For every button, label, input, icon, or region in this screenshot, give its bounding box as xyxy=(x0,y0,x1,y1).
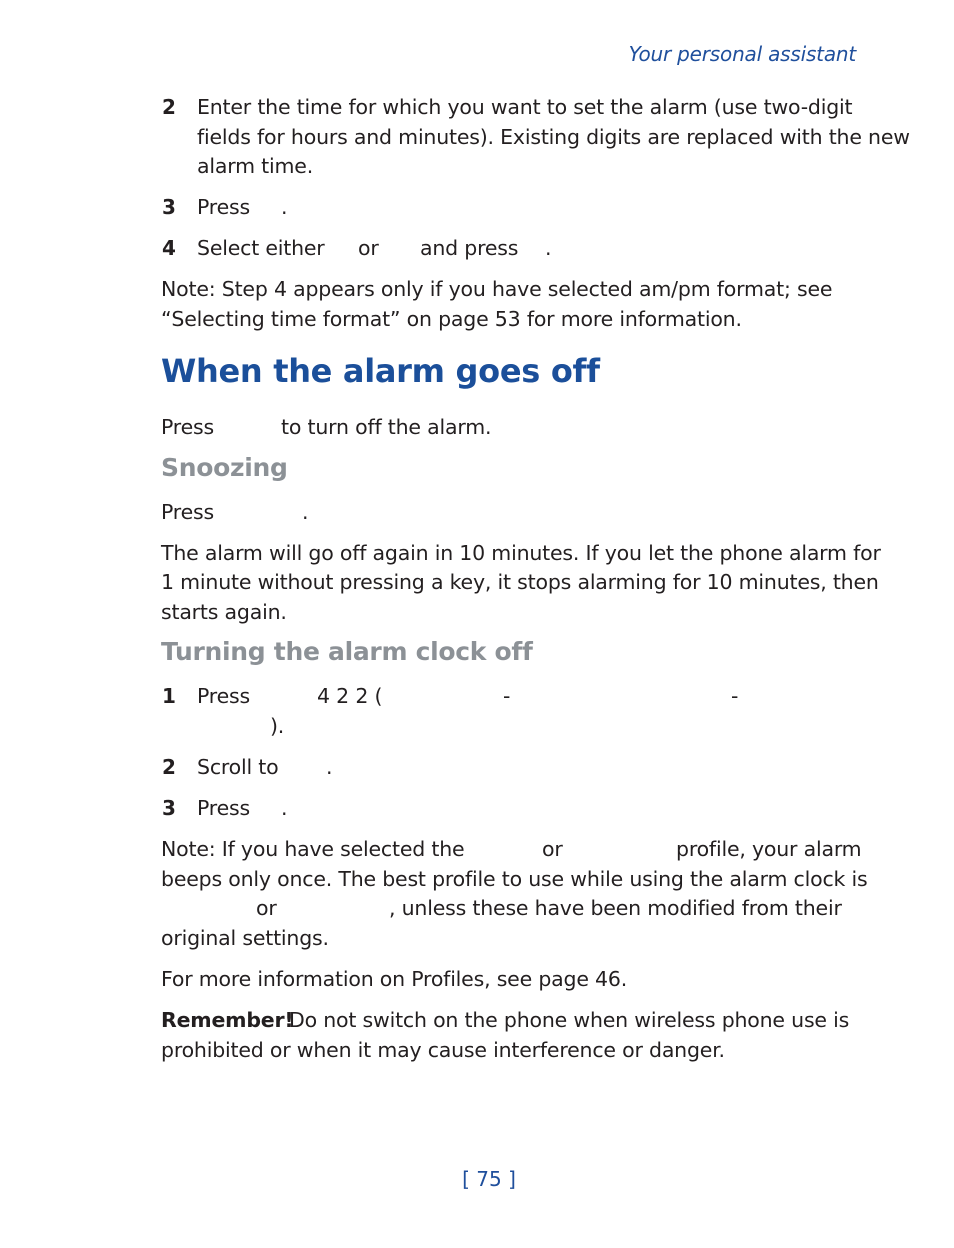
press-text: Press xyxy=(161,500,214,524)
note-text: original settings. xyxy=(161,926,329,950)
step-number: 3 xyxy=(162,195,176,219)
step-punct: . xyxy=(545,236,552,260)
more-info: For more information on Profiles, see page 46. xyxy=(161,967,628,991)
step-punct: . xyxy=(326,755,333,779)
note-text: , unless these have been modified from their xyxy=(389,896,842,920)
step-punct: . xyxy=(281,796,288,820)
step-text: - xyxy=(503,684,511,708)
note-text: or xyxy=(256,896,277,920)
step-text: - xyxy=(731,684,739,708)
note-text: Note: If you have selected the xyxy=(161,837,465,861)
step-text: or xyxy=(358,236,379,260)
note-line: Note: Step 4 appears only if you have selected am/pm format; see xyxy=(161,277,833,301)
page-number: [ 75 ] xyxy=(462,1167,516,1191)
step-text: 4 2 2 ( xyxy=(317,684,383,708)
step-line: Enter the time for which you want to set the alarm (use two-digit xyxy=(197,95,853,119)
step-line: fields for hours and minutes). Existing digits are replaced with the new xyxy=(197,125,910,149)
step-number: 4 xyxy=(162,236,176,260)
running-head: Your personal assistant xyxy=(628,42,856,66)
press-punct: . xyxy=(302,500,309,524)
step-text: Press xyxy=(197,195,250,219)
body-line: The alarm will go off again in 10 minutes. If you let the phone alarm for xyxy=(161,541,881,565)
note-text: profile, your alarm xyxy=(676,837,862,861)
step-text: ). xyxy=(270,714,285,738)
step-number: 2 xyxy=(162,95,176,119)
body-line: 1 minute without pressing a key, it stops alarming for 10 minutes, then xyxy=(161,570,879,594)
remember-text: prohibited or when it may cause interference or danger. xyxy=(161,1038,725,1062)
clock-off-heading: Turning the alarm clock off xyxy=(161,637,533,666)
section-title: When the alarm goes off xyxy=(161,352,600,390)
step-punct: . xyxy=(281,195,288,219)
step-number: 2 xyxy=(162,755,176,779)
step-number: 1 xyxy=(162,684,176,708)
note-text: or xyxy=(542,837,563,861)
body-line: starts again. xyxy=(161,600,287,624)
note-line: “Selecting time format” on page 53 for more information. xyxy=(161,307,742,331)
step-text: and press xyxy=(420,236,519,260)
remember-text: Do not switch on the phone when wireless phone use is xyxy=(289,1008,850,1032)
step-number: 3 xyxy=(162,796,176,820)
remember-label: Remember! xyxy=(161,1008,294,1032)
press-text: Press xyxy=(161,415,214,439)
step-text: Press xyxy=(197,684,250,708)
step-text: Scroll to xyxy=(197,755,279,779)
step-line: alarm time. xyxy=(197,154,314,178)
step-text: Press xyxy=(197,796,250,820)
snoozing-heading: Snoozing xyxy=(161,453,288,482)
press-text: to turn off the alarm. xyxy=(281,415,492,439)
step-text: Select either xyxy=(197,236,325,260)
note-text: beeps only once. The best profile to use while using the alarm clock is xyxy=(161,867,868,891)
